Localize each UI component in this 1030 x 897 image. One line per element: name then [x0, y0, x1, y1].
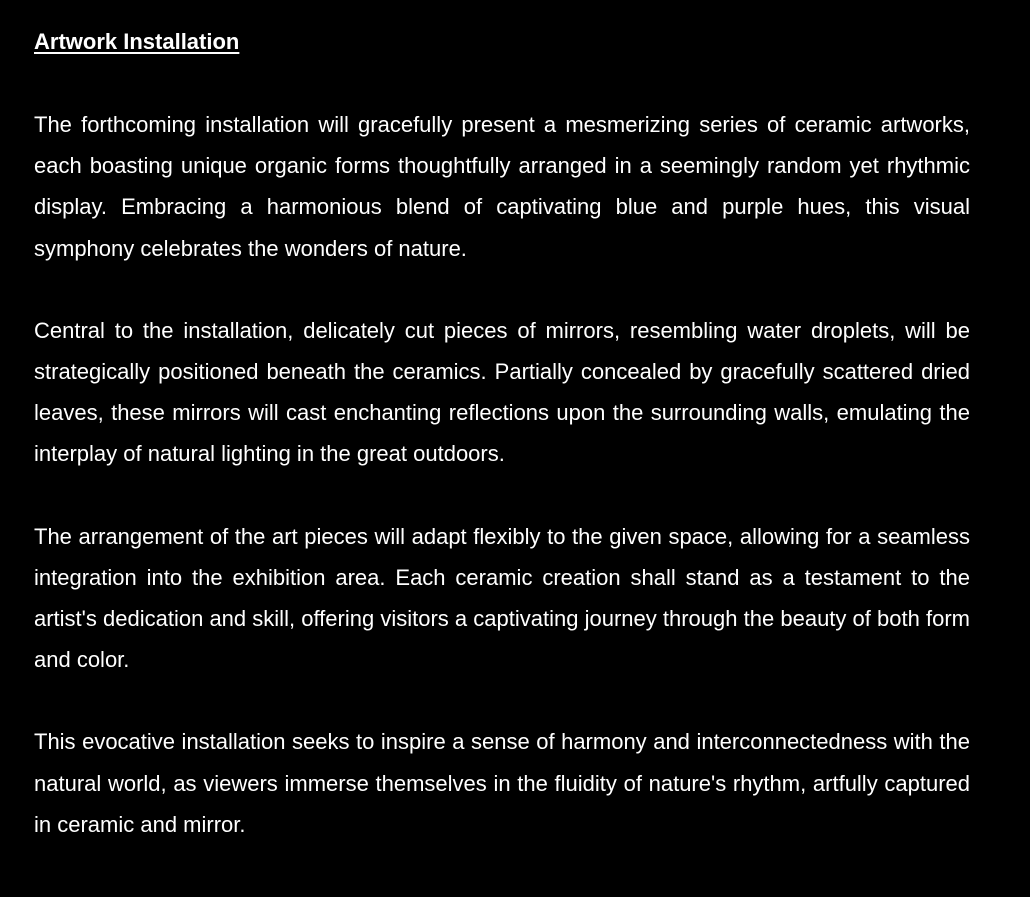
paragraph-3: The arrangement of the art pieces will adapt flexibly to the given space, allowing for a seamless integration into the exhibition area. Each ceramic creation shall stand as a testament to the artist's dedication and skill, offering visitors a captivating journey through the beauty of both form and color.	[34, 523, 970, 673]
paragraph-2: Central to the installation, delicately cut pieces of mirrors, resembling water droplets, will be strategically positioned beneath the ceramics. Partially concealed by gracefully scattered dried leaves, these mirrors will cast enchanting reflections upon the surrounding walls, emulating the interplay of natural lighting in the great outdoors.	[34, 317, 970, 467]
paragraph-4: This evocative installation seeks to inspire a sense of harmony and interconnectedness with the natural world, as viewers immerse themselves in the fluidity of nature's rhythm, artfully captured in ceramic and mirror.	[34, 729, 970, 837]
paragraph-1: The forthcoming installation will gracefully present a mesmerizing series of ceramic artworks, each boasting unique organic forms thoughtfully arranged in a seemingly random yet rhythmic display. Embracing a harmonious blend of captivating blue and purple hues, this visual symphony celebrates the wonders of nature.	[34, 112, 970, 261]
document-title: Artwork Installation	[34, 29, 240, 54]
